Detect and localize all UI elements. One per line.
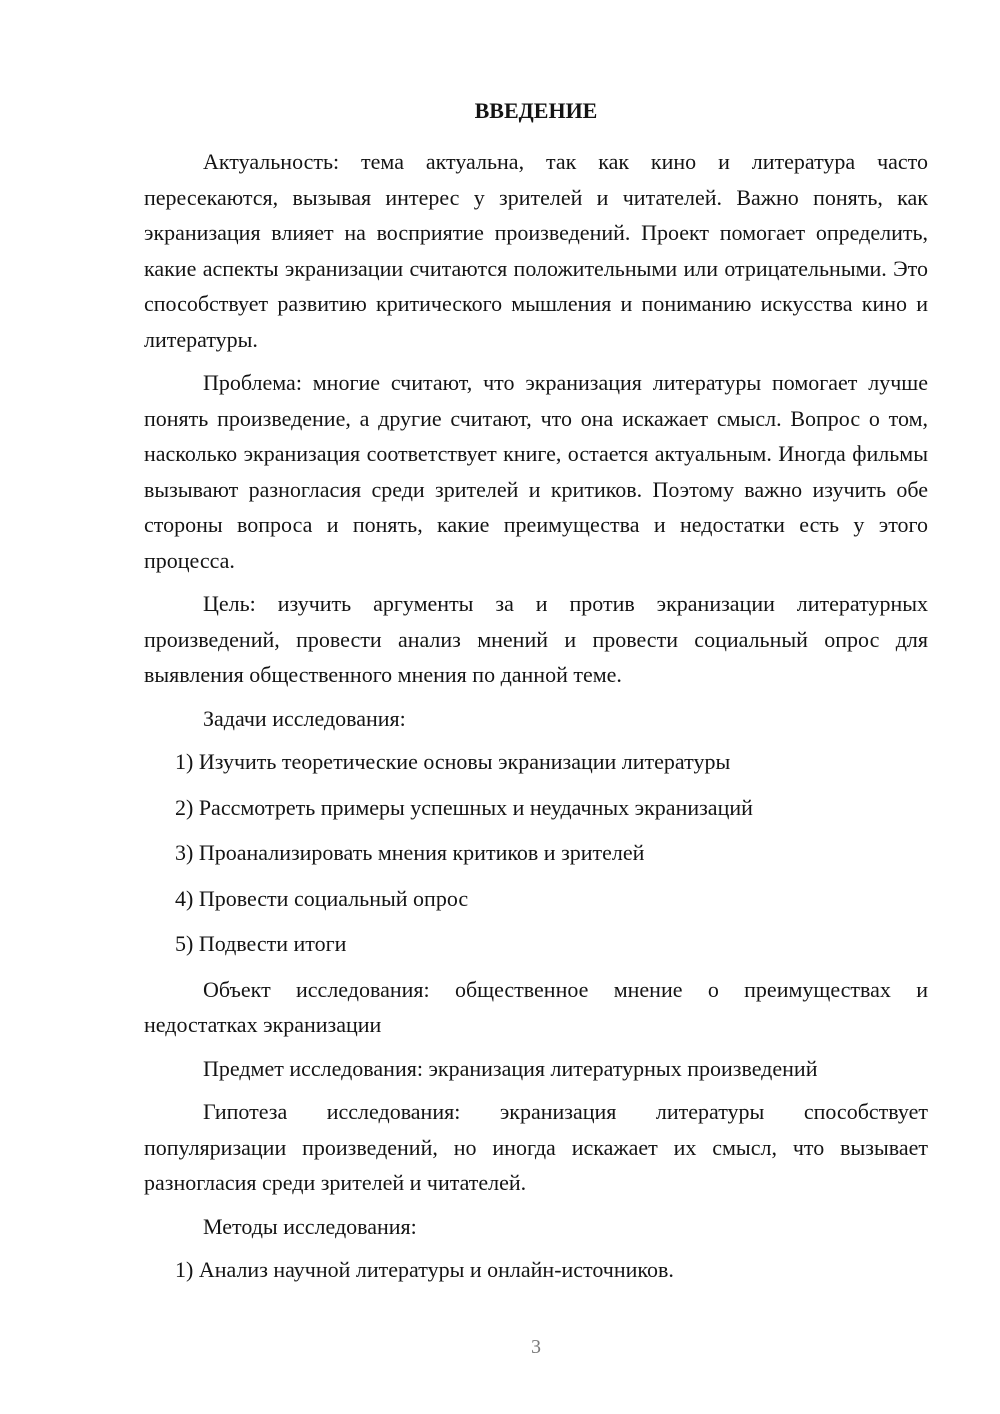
hypothesis-paragraph: Гипотеза исследования: экранизация литературы способствует популяризации произведений, но иногда искажает их смысл, что вызывает разногласия среди зрителей и читателей. (144, 1099, 928, 1195)
method-item-1: 1) Анализ научной литературы и онлайн-источников. (175, 1257, 674, 1282)
task-item-5: 5) Подвести итоги (175, 931, 347, 956)
goal-paragraph: Цель: изучить аргументы за и против экранизации литературных произведений, провести анализ мнений и провести социальный опрос для выявления общественного мнения по данной теме. (144, 591, 928, 687)
page-number: 3 (531, 1336, 541, 1358)
task-item-4: 4) Провести социальный опрос (175, 885, 469, 911)
relevance-paragraph: Актуальность: тема актуальна, так как кино и литература часто пересекаются, вызывая интерес у зрителей и читателей. Важно понять, как экранизация влияет на восприятие произведений. Проект помогает определить, какие аспекты экранизации считаются положительными или отрицательными. Это способствует развитию критического мышления и пониманию искусства кино и литературы. (144, 149, 928, 352)
task-item-3: 3) Проанализировать мнения критиков и зрителей (175, 840, 645, 865)
subject-paragraph: Предмет исследования: экранизация литературных произведений (203, 1055, 818, 1081)
task-item-2: 2) Рассмотреть примеры успешных и неудачных экранизаций (175, 794, 753, 820)
object-paragraph: Объект исследования: общественное мнение о преимуществах и недостатках экранизации (144, 976, 928, 1037)
page-title: ВВЕДЕНИЕ (474, 98, 598, 123)
problem-paragraph: Проблема: многие считают, что экранизация литературы помогает лучше понять произведение, а другие считают, что она искажает смысл. Вопрос о том, насколько экранизация соответствует книге, остается актуальным. Иногда фильмы вызывают разногласия среди зрителей и критиков. Поэтому важно изучить обе стороны вопроса и понять, какие преимущества и недостатки есть у этого процесса. (144, 370, 928, 573)
task-item-1: 1) Изучить теоретические основы экранизации литературы (175, 749, 731, 774)
tasks-heading: Задачи исследования: (203, 705, 406, 731)
methods-heading: Методы исследования: (203, 1213, 417, 1239)
body-text (144, 144, 928, 1298)
